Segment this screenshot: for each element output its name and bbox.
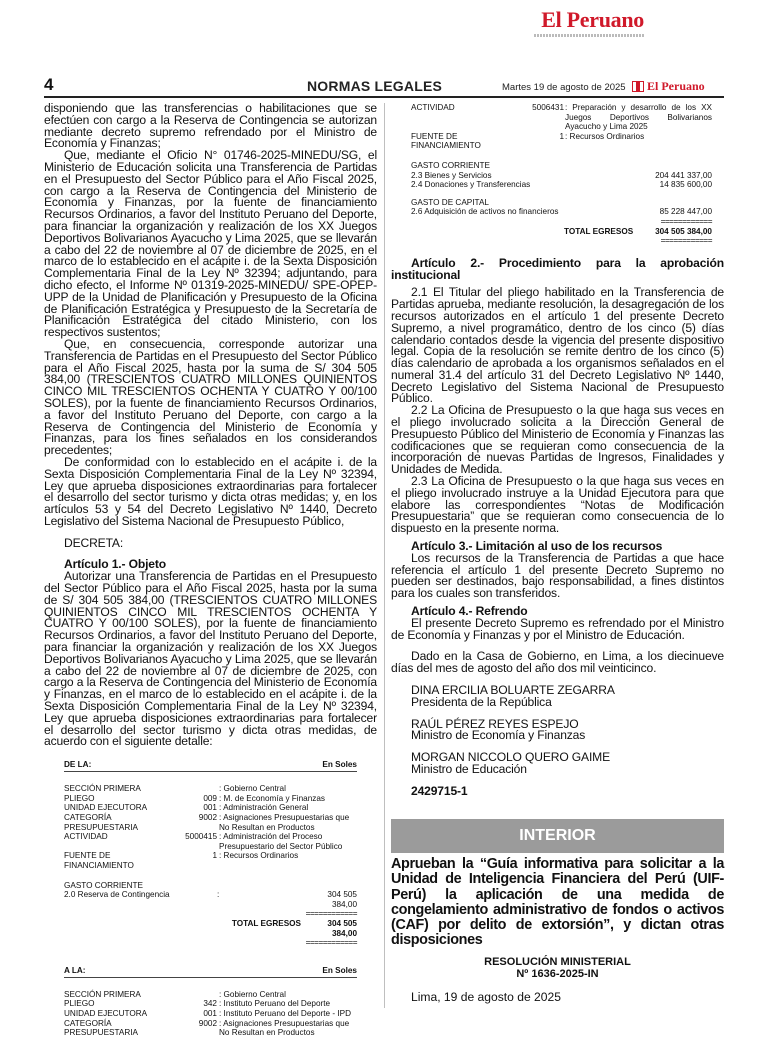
table-row [64, 999, 357, 1009]
table-row [411, 103, 712, 132]
article-3-title: Artículo 3.- Limitación al uso de los recursos [411, 539, 663, 554]
table-header-left: A LA: [64, 965, 86, 975]
table-cell: : Instituto Peruano del Deporte [219, 999, 331, 1009]
table-cell: : Asignaciones Presupuestarias que No Resultan en Productos [219, 1018, 350, 1038]
publication-code: 2429715-1 [411, 783, 468, 798]
table-cell: 009 [203, 793, 217, 803]
table-row [64, 909, 357, 919]
actividad-label: ACTIVIDAD [411, 103, 455, 112]
fuente-code: 1 [559, 131, 564, 141]
signatory-role: Ministro de Economía y Finanzas [411, 728, 586, 743]
gasto-item: 2.0 Reserva de Contingencia [64, 890, 170, 900]
article-2-3: 2.3 La Oficina de Presupuesto o la que haga sus veces en el pliego involucrado instruye a la Unidad Ejecutora para que elabore las correspondientes “Notas de Modificación Presupuestaria” que se requieran como consecuencia de lo dispuesto en la presente norma. [391, 474, 724, 536]
article-3-body: Los recursos de la Transferencia de Partidas a que hace referencia el artículo 1 del presente Decreto Supremo no pueden ser destinados, bajo responsabilidad, a fines distintos para los cuales son transferidos. [391, 550, 724, 601]
table-cell: 001 [203, 803, 217, 813]
table-cell: 9002 [198, 813, 217, 823]
paragraph: disponiendo que las transferencias o habilitaciones que se efectúen con cargo a la Reserva de Contingencia se autorizan mediante decreto supremo refrendado por el Ministro de Economía y Finanzas; [44, 101, 377, 151]
table-de-rows [64, 784, 357, 870]
table-row [64, 803, 357, 813]
table-row [64, 784, 357, 794]
table-header [64, 756, 357, 772]
resolution-title: RESOLUCIÓN MINISTERIAL [484, 956, 631, 968]
equals-line: ============ [305, 938, 357, 948]
fuente-label: FUENTE DE FINANCIAMIENTO [411, 131, 481, 151]
paragraph: Que, en consecuencia, corresponde autorizar una Transferencia de Partidas en el Presupuesto del Sector Público para el Año Fiscal 2025, hasta por la suma de S/ 304 505 384,00 (TRESCIENTOS CUATRO MILLONES QUINIENTOS CINCO MIL TRESCIENTOS OCHENTA Y CUATRO Y 00/100 SOLES), por la fuente de financiamiento Recursos Ordinarios, a favor del Instituto Peruano del Deporte, con cargo a la Reserva de Contingencia del Ministerio de Economía y Finanzas, para los fines señalados en los considerandos precedentes; [44, 336, 377, 458]
section-banner [391, 819, 724, 853]
table-cell: CATEGORÍA PRESUPUESTARIA [64, 1018, 139, 1038]
table-cell: UNIDAD EJECUTORA [64, 803, 148, 813]
gasto-label: GASTO CORRIENTE [64, 880, 144, 890]
column-divider [384, 103, 385, 1008]
table-cell: : M. de Economía y Finanzas [219, 793, 326, 803]
table-row [411, 132, 712, 151]
norm-headline: Aprueban la “Guía informativa para solicitar a la Unidad de Inteligencia Financiera del Perú (UIF-Perú) la aplicación de una medida de congelamiento administrativo de fondos o activos (CAF) por delito de extorsión”, y dictan otras disposiciones [391, 856, 724, 949]
resolution-date: Lima, 19 de agosto de 2025 [411, 990, 561, 1004]
table-cell: SECCIÓN PRIMERA [64, 989, 141, 999]
table-cell: 9002 [198, 1018, 217, 1028]
table-cell: 5000415 [185, 832, 217, 842]
article-2-1: 2.1 El Titular del pliego habilitado en la Transferencia de Partidas aprueba, mediante resolución, la desagregación de los recursos autorizados en el artículo 1 del presente Decreto Supremo, a nivel programático, dentro de los cinco (5) días calendario contados desde la vigencia del presente dispositivo legal. Copia de la resolución se remite dentro de los cinco (5) días calendario de aprobada a los organismos señalados en el numeral 31.4 del artículo 31 del Decreto Legislativo Nº 1440, Decreto Legislativo del Sistema Nacional de Presupuesto Público. [391, 285, 724, 406]
article-1-title: Artículo 1.- Objeto [64, 557, 166, 572]
table-row [64, 1009, 357, 1019]
table-row [411, 207, 712, 217]
section-banner-label: INTERIOR [519, 827, 596, 844]
table-cell: 342 [203, 999, 217, 1009]
table-row [64, 938, 357, 948]
table-row [64, 881, 357, 891]
equals-line: ============ [305, 909, 357, 919]
table-header [64, 962, 357, 978]
paragraph: De conformidad con lo establecido en el acápite i. de la Sexta Disposición Complementaria Final de la Ley Nº 32394, Ley que aprueba disposiciones extraordinarias para fortalecer el desarrollo del sector turismo y dicta otras medidas; y, en los artículos 53 y 54 del Decreto Legislativo Nº 1440, Decreto Legislativo del Sistema Nacional de Presupuesto Público, [44, 454, 377, 528]
table-row [64, 813, 357, 832]
gasto-value: 304 505 384,00 [327, 890, 357, 909]
table-cell: 1 [212, 851, 217, 861]
total-label: TOTAL EGRESOS [564, 226, 634, 236]
table-row [411, 190, 712, 198]
actividad-desc: : Preparación y desarrollo de los XX Juegos Deportivos Bolivarianos Ayacucho y Lima 2025 [565, 103, 712, 132]
table-cell: : Gobierno Central [219, 989, 286, 999]
header-brand: El Peruano [647, 79, 705, 93]
table-cell: : Gobierno Central [219, 784, 286, 794]
table-cell: 85 228 447,00 [659, 207, 712, 217]
signatory-name: DINA ERCILIA BOLUARTE ZEGARRA [411, 683, 615, 698]
table-row [64, 890, 357, 909]
table-row [64, 794, 357, 804]
right-column [391, 103, 724, 798]
total-label: TOTAL EGRESOS [231, 918, 301, 928]
table-cell: PLIEGO [64, 999, 95, 1009]
article-4-body: El presente Decreto Supremo es refrendado por el Ministro de Economía y Finanzas y por el Ministro de Educación. [391, 615, 724, 642]
table-cell [182, 784, 217, 794]
table-row [64, 990, 357, 1000]
table-cell: : Recursos Ordinarios [219, 851, 299, 861]
logo-tagline-line [534, 34, 644, 37]
actividad-code: 5006431 [532, 103, 564, 112]
transfer-table-de [44, 748, 377, 1037]
equals-line: ============ [660, 236, 712, 246]
page-number: 4 [44, 75, 54, 94]
table-row [411, 217, 712, 227]
table-row [411, 227, 712, 237]
equals-line: ============ [660, 216, 712, 226]
table-cell: 204 441 337,00 [655, 170, 712, 180]
article-2-title: Artículo 2.- Procedimiento para la aprobación institucional [391, 255, 724, 282]
brand-logo-text: El Peruano [541, 7, 644, 32]
table-row [64, 832, 357, 851]
table-cell: UNIDAD EJECUTORA [64, 1008, 148, 1018]
gasto-colon: : [217, 890, 220, 900]
article-4-title: Artículo 4.- Refrendo [411, 604, 528, 619]
table-cell: 2.3 Bienes y Servicios [411, 170, 492, 180]
table-actividad [411, 103, 712, 151]
table-cell: 14 835 600,00 [659, 180, 712, 190]
table-a-rows [64, 990, 357, 1038]
table-row [411, 180, 712, 190]
table-cell [182, 990, 217, 1000]
decreta-heading: DECRETA: [64, 535, 124, 550]
masthead-logo [541, 8, 644, 34]
gasto-capital-label: GASTO DE CAPITAL [411, 197, 489, 207]
table-row [64, 1019, 357, 1038]
total-value: 304 505 384,00 [327, 918, 357, 938]
table-header-left: DE LA: [64, 760, 92, 770]
table-cell: 2.6 Adquisición de activos no financieros [411, 207, 559, 217]
table-cell: : Asignaciones Presupuestarias que No Resultan en Productos [219, 813, 350, 832]
article-2-2: 2.2 La Oficina de Presupuesto o la que haga sus veces en el pliego involucrado solicita a la Dirección General de Presupuesto Público del Ministerio de Economía y Finanzas las codificaciones que se requieran como consecuencia de la incorporación de nuevas Partidas de Ingresos, Finalidades y Unidades de Medida. [391, 403, 724, 477]
table-cell: 2.4 Donaciones y Transferencias [411, 180, 531, 190]
fuente-desc: : Recursos Ordinarios [565, 131, 645, 141]
table-row [64, 851, 357, 870]
flag-icon [632, 81, 644, 92]
signatory-role: Ministro de Educación [411, 762, 527, 776]
table-cell: : Instituto Peruano del Deporte - IPD [219, 1008, 351, 1018]
table-header-right: En Soles [322, 965, 357, 975]
table-row [411, 161, 712, 171]
header-date: Martes 19 de agosto de 2025 [502, 82, 626, 93]
page-header [44, 76, 724, 98]
table-cell: FUENTE DE FINANCIAMIENTO [64, 851, 134, 870]
table-row [411, 236, 712, 246]
table-cell: ACTIVIDAD [64, 832, 108, 842]
table-row [411, 198, 712, 208]
table-gasto-right [411, 161, 712, 246]
total-value: 304 505 384,00 [655, 226, 712, 236]
paragraph: Que, mediante el Oficio N° 01746-2025-MINEDU/SG, el Ministerio de Educación solicita una Transferencia de Partidas en el Presupuesto del Sector Público para el Año Fiscal 2025, con cargo a la Reserva de Contingencia del Ministerio de Economía y Finanzas, por la fuente de financiamiento Recursos Ordinarios, a favor del Instituto Peruano del Deporte, para financiar la organización y realización de los XX Juegos Deportivos Bolivarianos Ayacucho y Lima 2025, que se llevarán a cabo del 22 de noviembre al 07 de diciembre de 2025, en el marco de lo establecido en el acápite i. de la Sexta Disposición Complementaria Final de la Ley Nº 32394; adjuntando, para dicho efecto, el Informe Nº 01319-2025-MINEDU/ SPE-OPEP-UPP de la Unidad de Planificación y Presupuesto de la Oficina de Planificación Estratégica y Presupuesto de la Secretaría de Planificación Estratégica del citado Ministerio, con los respectivos sustentos; [44, 148, 377, 340]
signatory-role: Presidenta de la República [411, 694, 552, 709]
table-cell: 001 [203, 1008, 217, 1018]
table-row [411, 171, 712, 181]
left-column [44, 103, 377, 1038]
table-row [64, 919, 357, 938]
article-1-body: Autorizar una Transferencia de Partidas en el Presupuesto del Sector Público para el Año Fiscal 2025, hasta por la suma de S/ 304 505 384,00 (TRESCIENTOS CUATRO MILLONES QUINIENTOS CINCO MIL TRESCIENTOS OCHENTA Y CUATRO Y 00/100 SOLES), por la fuente de financiamiento Recursos Ordinarios, a favor del Instituto Peruano del Deporte, para financiar la organización y realización de los XX Juegos Deportivos Bolivarianos Ayacucho y Lima 2025, que se llevarán a cabo del 22 de noviembre al 07 de diciembre de 2025, con cargo a la Reserva de Contingencia del Ministerio de Economía y Finanzas, en el marco de lo establecido en el acápite i. de la Sexta Disposición Complementaria Final de la Ley Nº 32394, Ley que aprueba disposiciones extraordinarias para fortalecer el desarrollo del sector turismo y dicta otras medidas, de acuerdo con el siguiente detalle: [44, 569, 377, 749]
transfer-table-a-cont [391, 103, 724, 246]
section-title: NORMAS LEGALES [307, 78, 443, 94]
table-header-right: En Soles [322, 760, 357, 770]
signatory-name: MORGAN NICCOLO QUERO GAIME [411, 750, 611, 765]
table-cell: : Administración del Proceso Presupuestario del Sector Público [219, 832, 343, 851]
table-cell: CATEGORÍA PRESUPUESTARIA [64, 813, 139, 832]
dado-paragraph: Dado en la Casa de Gobierno, en Lima, a los diecinueve días del mes de agosto del año dos mil veinticinco. [391, 649, 724, 676]
table-de-gasto [64, 881, 357, 948]
table-cell: PLIEGO [64, 793, 95, 803]
table-cell: : Administración General [219, 803, 309, 813]
table-cell: SECCIÓN PRIMERA [64, 784, 141, 794]
resolution-heading [391, 956, 724, 980]
resolution-number: Nº 1636-2025-IN [516, 968, 599, 980]
signatory-name: RAÚL PÉREZ REYES ESPEJO [411, 716, 579, 731]
gasto-corriente-label: GASTO CORRIENTE [411, 160, 491, 170]
